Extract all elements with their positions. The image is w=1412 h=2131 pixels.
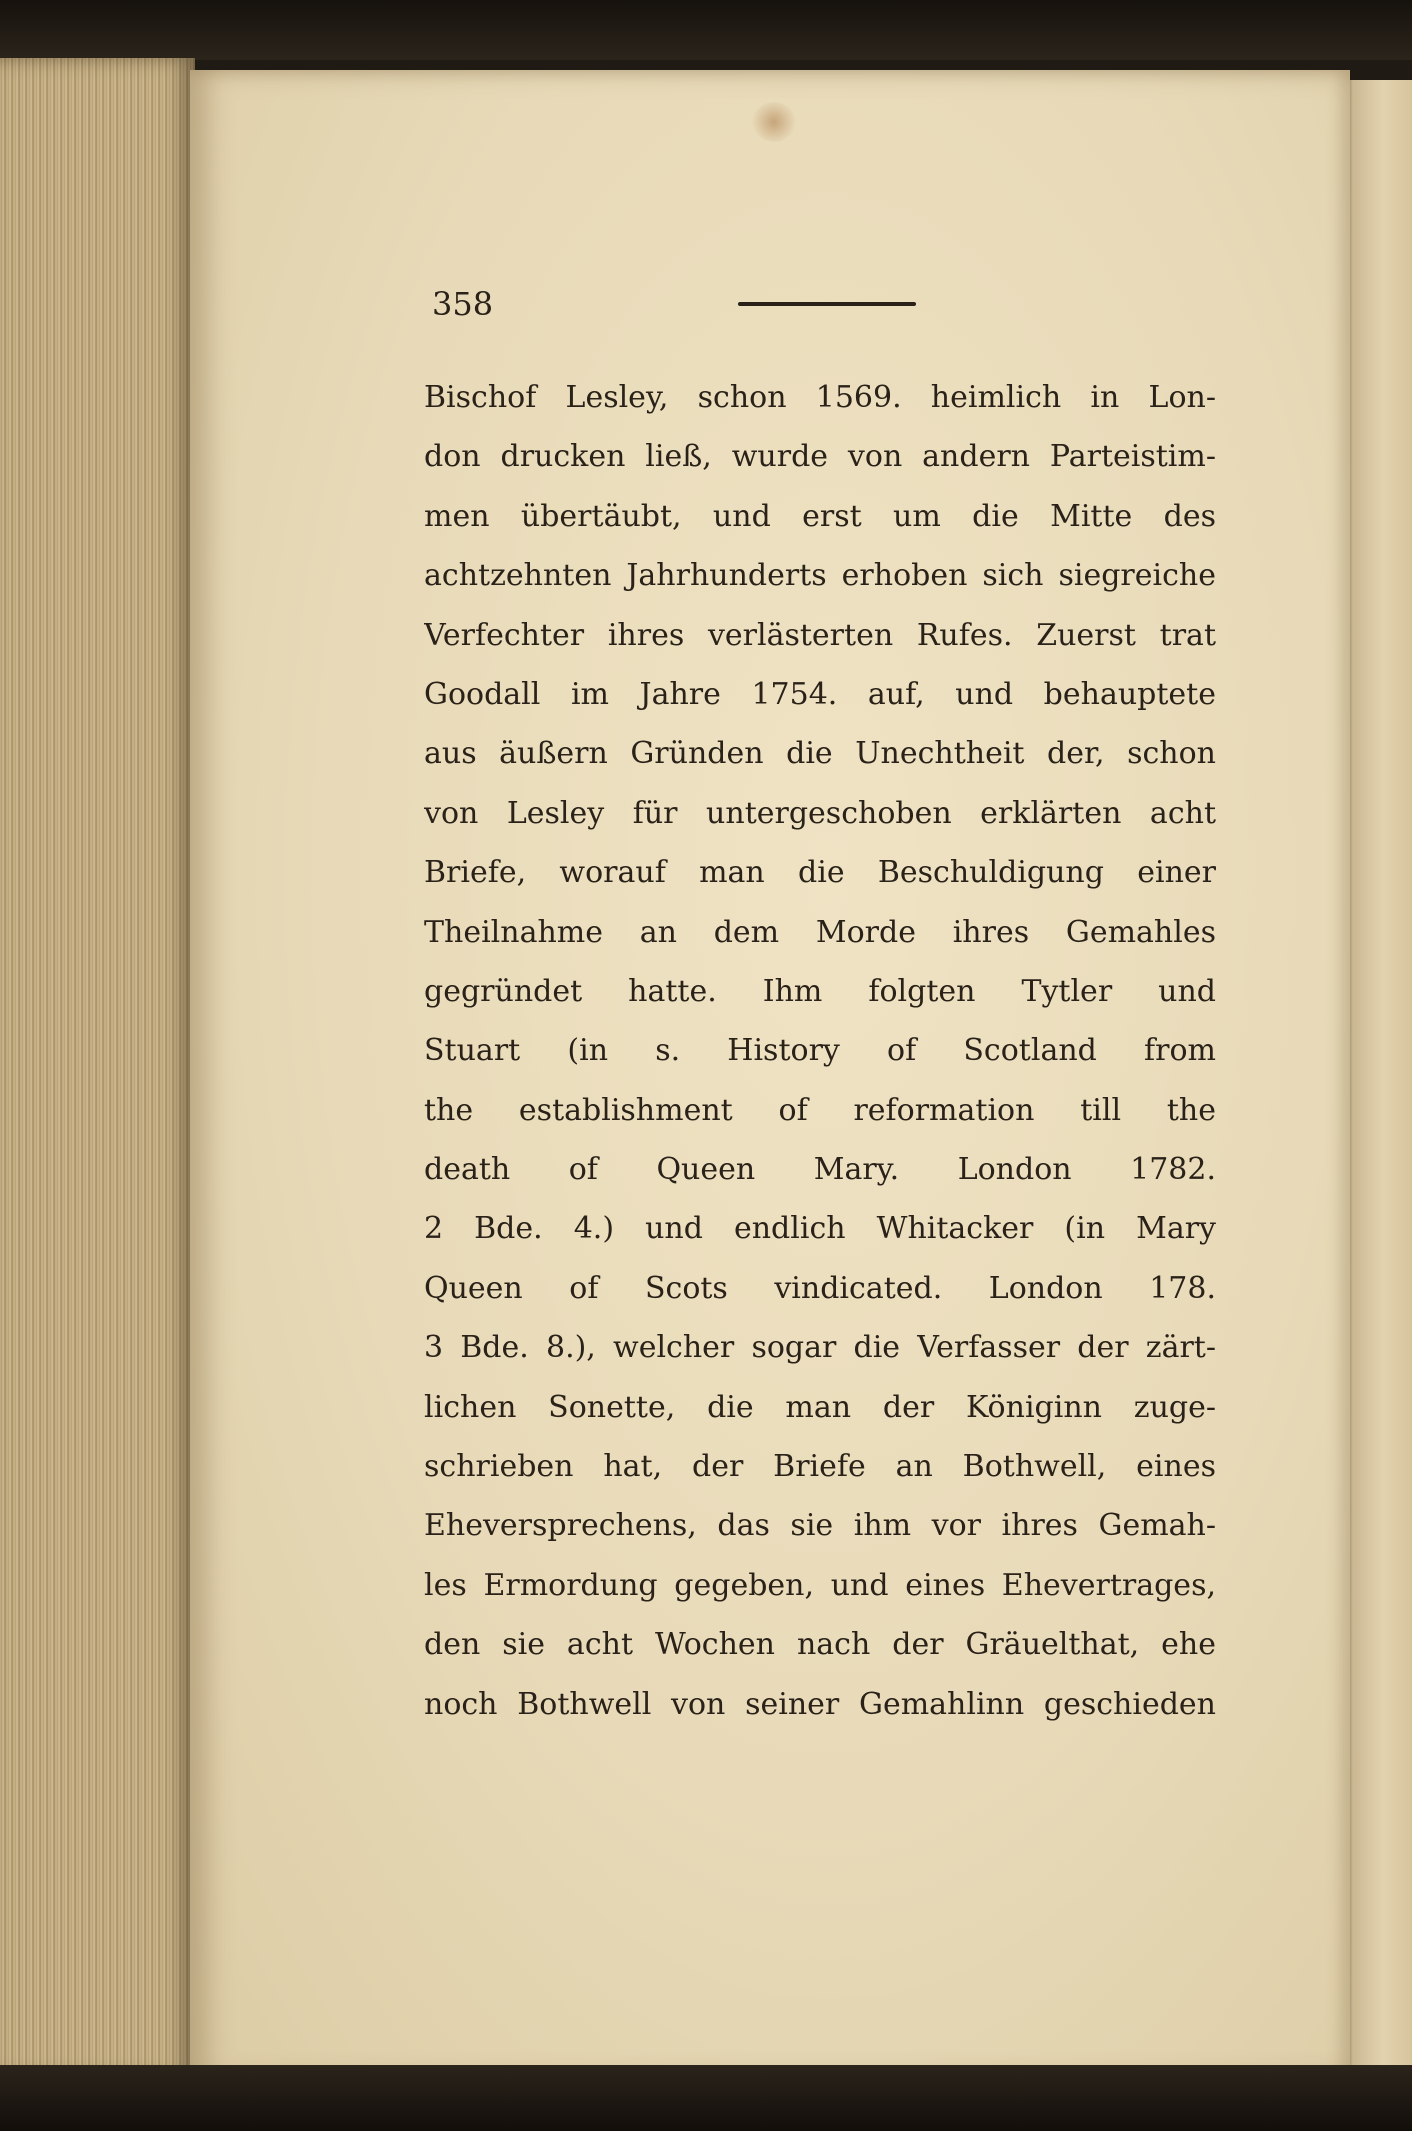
text-line: 2 Bde. 4.) und endlich Whitacker (in Mary <box>424 1211 1216 1247</box>
text-line: aus äußern Gründen die Unechtheit der, schon <box>424 736 1216 772</box>
text-line: Queen of Scots vindicated. London 178. <box>424 1270 1216 1306</box>
text-line: 3 Bde. 8.), welcher sogar die Verfasser der zärt- <box>424 1330 1216 1366</box>
scan-background-bottom <box>0 2065 1412 2131</box>
text-line: Eheversprechens, das sie ihm vor ihres Gemah- <box>424 1508 1216 1544</box>
text-line: von Lesley für untergeschoben erklärten acht <box>424 795 1216 831</box>
text-line: den sie acht Wochen nach der Gräuelthat, ehe <box>424 1627 1216 1663</box>
facing-page-edge <box>1340 80 1412 2070</box>
scan-background-top <box>0 0 1412 60</box>
text-line: Goodall im Jahre 1754. auf, und behauptete <box>424 676 1216 712</box>
text-line: noch Bothwell von seiner Gemahlinn geschieden <box>424 1686 1216 1722</box>
text-line: les Ermordung gegeben, und eines Ehevertrages, <box>424 1567 1216 1603</box>
text-line: Verfechter ihres verlästerten Rufes. Zuerst trat <box>424 617 1216 653</box>
text-line: the establishment of reformation till the <box>424 1092 1216 1128</box>
text-line: achtzehnten Jahrhunderts erhoben sich siegreiche <box>424 558 1216 594</box>
text-line: Bischof Lesley, schon 1569. heimlich in Lon- <box>424 380 1216 415</box>
text-line: Briefe, worauf man die Beschuldigung einer <box>424 855 1216 891</box>
text-line: death of Queen Mary. London 1782. <box>424 1152 1216 1188</box>
body-text <box>424 368 1216 1734</box>
header-rule <box>738 302 916 306</box>
text-line: Stuart (in s. History of Scotland from <box>424 1033 1216 1069</box>
text-line: men übertäubt, und erst um die Mitte des <box>424 498 1216 534</box>
page-number: 358 <box>432 285 494 323</box>
text-line: Theilnahme an dem Morde ihres Gemahles <box>424 914 1216 950</box>
text-line: gegründet hatte. Ihm folgten Tytler und <box>424 973 1216 1009</box>
text-line: don drucken ließ, wurde von andern Parteistim- <box>424 439 1216 475</box>
paper-stain <box>752 102 796 142</box>
book-page-edges <box>0 58 195 2078</box>
text-line: lichen Sonette, die man der Königinn zuge- <box>424 1389 1216 1425</box>
text-line: schrieben hat, der Briefe an Bothwell, eines <box>424 1449 1216 1485</box>
